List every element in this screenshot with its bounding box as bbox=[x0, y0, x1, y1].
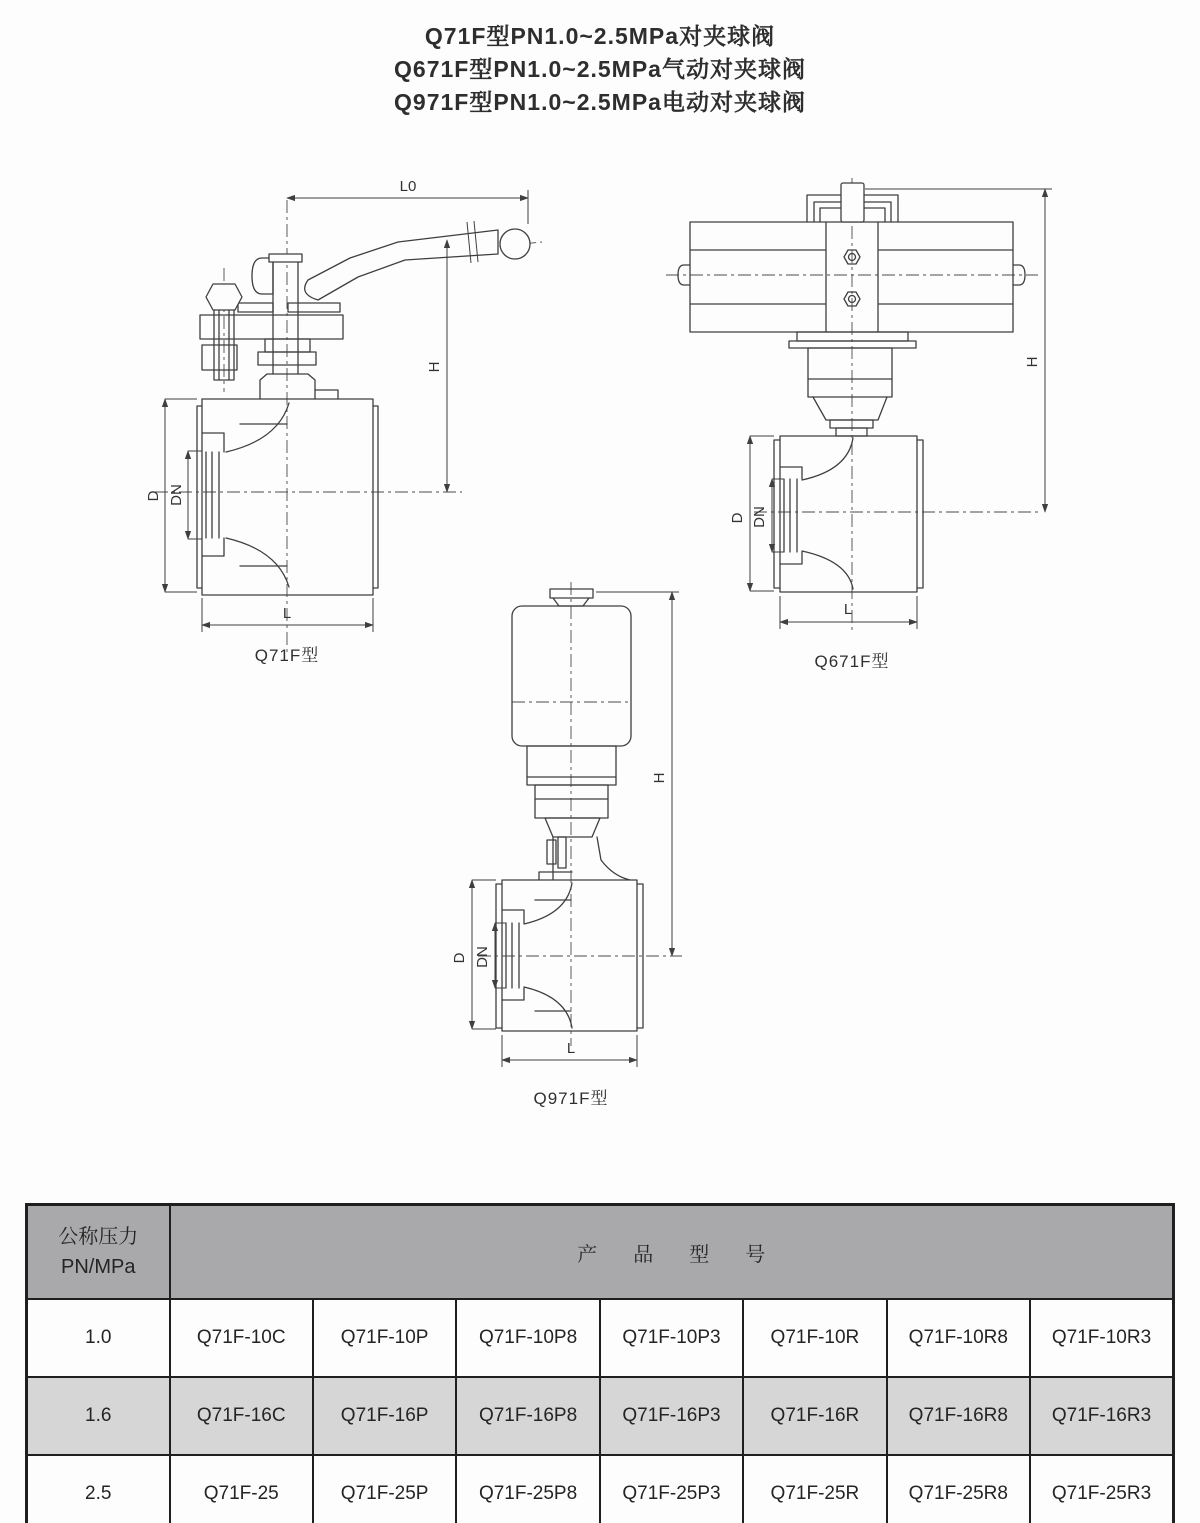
yoke-taper bbox=[813, 397, 887, 420]
dim-label-l: L bbox=[566, 1040, 576, 1057]
model-cell: Q71F-25P8 bbox=[456, 1455, 599, 1523]
model-cell: Q71F-25R8 bbox=[887, 1455, 1030, 1523]
table-row bbox=[27, 1455, 1174, 1523]
ball-shoulders bbox=[535, 900, 571, 1011]
model-cell: Q71F-25P bbox=[313, 1455, 456, 1523]
model-cell: Q71F-10R bbox=[743, 1299, 886, 1377]
diagram-caption-q671f: Q671F型 bbox=[814, 652, 890, 671]
dim-label-l: L bbox=[843, 601, 853, 618]
pn-value: 1.0 bbox=[27, 1299, 170, 1377]
bracket-plate bbox=[288, 303, 340, 312]
actuator-base-block bbox=[527, 746, 616, 785]
mounting-plate bbox=[200, 315, 343, 339]
electric-actuator bbox=[512, 606, 631, 746]
stem-cap bbox=[269, 254, 302, 262]
coupling-taper bbox=[545, 818, 600, 837]
model-cell: Q71F-16P bbox=[313, 1377, 456, 1455]
model-cell: Q71F-10C bbox=[170, 1299, 313, 1377]
title-block bbox=[0, 20, 1200, 119]
neck-shoulder bbox=[315, 390, 338, 399]
model-cell: Q71F-25 bbox=[170, 1455, 313, 1523]
handle-base-cap bbox=[252, 258, 273, 294]
table-row bbox=[27, 1299, 1174, 1377]
dim-label-dn: DN bbox=[751, 506, 768, 528]
diagram-caption-q971f: Q971F型 bbox=[533, 1089, 609, 1108]
bonnet-step bbox=[836, 428, 867, 436]
valve-neck bbox=[260, 374, 315, 399]
handle-ball-end bbox=[500, 229, 530, 259]
model-cell: Q71F-16C bbox=[170, 1377, 313, 1455]
coupling-block bbox=[535, 785, 608, 818]
dim-label-h: H bbox=[426, 361, 443, 373]
yoke bbox=[808, 348, 892, 397]
diagram-caption-q71f: Q71F型 bbox=[254, 646, 320, 665]
bracket-plate bbox=[238, 303, 273, 312]
page-title: Q971F型PN1.0~2.5MPa电动对夹球阀 bbox=[394, 89, 806, 115]
model-cell: Q71F-25P3 bbox=[600, 1455, 743, 1523]
models-header-cell: 产品型号 bbox=[170, 1205, 1174, 1300]
valve-body bbox=[502, 880, 637, 1031]
ball-arc-top bbox=[524, 883, 572, 924]
valve-body bbox=[780, 436, 917, 592]
stem-detail bbox=[547, 840, 556, 864]
dim-label-d: D bbox=[451, 952, 468, 964]
model-cell: Q71F-10P8 bbox=[456, 1299, 599, 1377]
actuator-piston-lines bbox=[690, 222, 1013, 332]
model-cell: Q71F-25R3 bbox=[1030, 1455, 1173, 1523]
pneumatic-actuator bbox=[690, 222, 1013, 332]
model-cell: Q71F-16P3 bbox=[600, 1377, 743, 1455]
dim-label-h: H bbox=[1024, 356, 1041, 368]
table-header-row bbox=[27, 1205, 1174, 1300]
model-cell: Q71F-16R8 bbox=[887, 1377, 1030, 1455]
valve-stem bbox=[273, 262, 298, 374]
dim-label-dn: DN bbox=[474, 946, 491, 968]
mount-flange bbox=[797, 332, 908, 341]
ball-arc-bottom bbox=[226, 538, 289, 587]
pressure-header-cell bbox=[27, 1205, 170, 1300]
model-cell: Q71F-16R bbox=[743, 1377, 886, 1455]
model-cell: Q71F-10R3 bbox=[1030, 1299, 1173, 1377]
bonnet-step bbox=[539, 872, 572, 880]
bolt-hex-head bbox=[206, 284, 242, 310]
port-seat-rings bbox=[780, 467, 802, 564]
dim-label-h: H bbox=[651, 772, 668, 784]
pn-value: 1.6 bbox=[27, 1377, 170, 1455]
dim-label-l0: L0 bbox=[399, 178, 417, 195]
pressure-header-line2: PN/MPa bbox=[61, 1256, 136, 1278]
wafer-lip-right bbox=[917, 440, 923, 588]
model-cell: Q71F-10P bbox=[313, 1299, 456, 1377]
dim-label-d: D bbox=[145, 490, 162, 502]
actuator-stem-top bbox=[841, 183, 864, 222]
page-title: Q671F型PN1.0~2.5MPa气动对夹球阀 bbox=[394, 56, 806, 82]
model-cell: Q71F-10R8 bbox=[887, 1299, 1030, 1377]
dim-label-d: D bbox=[729, 512, 746, 524]
ball-arc-bottom bbox=[524, 987, 572, 1028]
table-row bbox=[27, 1377, 1174, 1455]
model-cell: Q71F-16P8 bbox=[456, 1377, 599, 1455]
product-model-table bbox=[25, 1203, 1175, 1523]
mount-flange-lip bbox=[789, 341, 916, 348]
model-cell: Q71F-16R3 bbox=[1030, 1377, 1173, 1455]
dim-label-l: L bbox=[282, 605, 292, 622]
ball-arc-bottom bbox=[802, 551, 853, 589]
page-title: Q71F型PN1.0~2.5MPa对夹球阀 bbox=[424, 23, 776, 49]
model-cell: Q71F-10P3 bbox=[600, 1299, 743, 1377]
ball-arc-top bbox=[802, 438, 853, 480]
packing-gland bbox=[265, 339, 310, 352]
pressure-header-line1: 公称压力 bbox=[58, 1226, 139, 1248]
wafer-lip-left bbox=[774, 440, 780, 588]
neck-right-flare bbox=[597, 837, 630, 880]
actuator-knob bbox=[550, 589, 593, 598]
port-seat-rings bbox=[202, 433, 224, 556]
stem-detail bbox=[558, 837, 566, 868]
bonnet-step bbox=[830, 420, 873, 428]
dim-label-dn: DN bbox=[168, 484, 185, 506]
dim-ext-dn bbox=[188, 451, 202, 539]
q971f-valve-diagram bbox=[420, 578, 740, 1113]
wafer-lip-left bbox=[197, 406, 202, 588]
model-cell: Q71F-25R bbox=[743, 1455, 886, 1523]
ball-arc-top bbox=[226, 403, 289, 452]
wafer-lip-right bbox=[373, 406, 378, 588]
pn-value: 2.5 bbox=[27, 1455, 170, 1523]
